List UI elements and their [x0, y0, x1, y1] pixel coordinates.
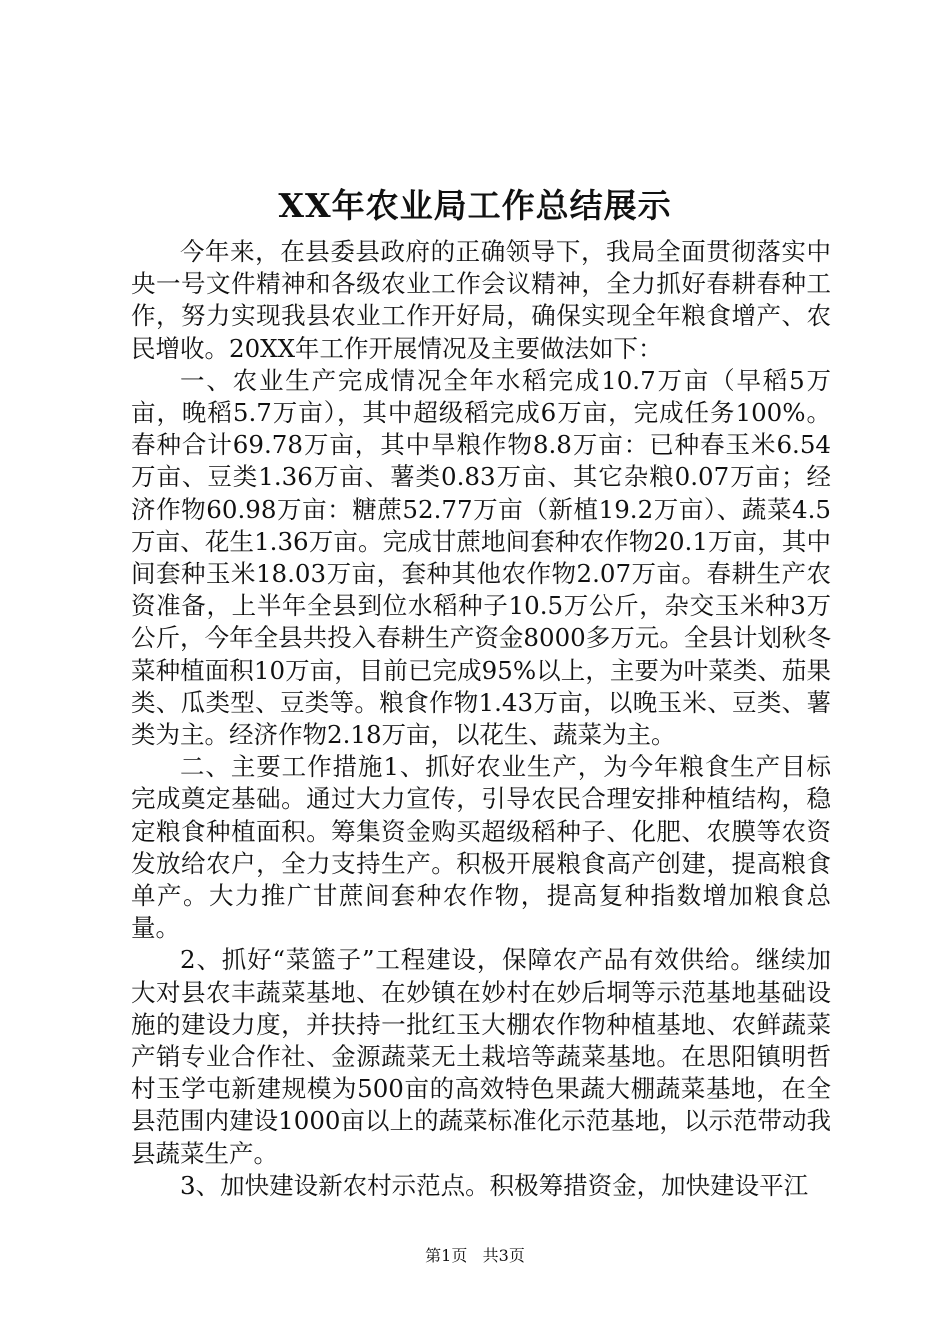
- paragraph-section-1: 一、农业生产完成情况全年水稻完成10.7万亩（早稻5万亩，晚稻5.7万亩），其中超级稻完成6万亩，完成任务100%。春种合计69.78万亩，其中旱粮作物8.8万亩：已种春玉米6.54万亩、豆类1.36万亩、薯类0.83万亩、其它杂粮0.07万亩；经济作物60.98万亩：糖蔗52.77万亩（新植19.2万亩）、蔬菜4.5万亩、花生1.36万亩。完成甘蔗地间套种农作物20.1万亩，其中间套种玉米18.03万亩，套种其他农作物2.07万亩。春耕生产农资准备，上半年全县到位水稻种子10.5万公斤，杂交玉米种3万公斤，今年全县共投入春耕生产资金8000多万元。全县计划秋冬菜种植面积10万亩，目前已完成95%以上，主要为叶菜类、茄果类、瓜类型、豆类等。粮食作物1.43万亩，以晚玉米、豆类、薯类为主。经济作物2.18万亩，以花生、蔬菜为主。: [131, 365, 831, 750]
- page-total: 共3页: [482, 1246, 525, 1265]
- page-footer: [0, 1244, 950, 1268]
- paragraph-intro: 今年来，在县委县政府的正确领导下，我局全面贯彻落实中央一号文件精神和各级农业工作会议精神，全力抓好春耕春种工作，努力实现我县农业工作开好局，确保实现全年粮食增产、农民增收。20XX年工作开展情况及主要做法如下：: [131, 237, 831, 363]
- document-body: [131, 236, 831, 1202]
- paragraph-section-2: 二、主要工作措施1、抓好农业生产，为今年粮食生产目标完成奠定基础。通过大力宣传，引导农民合理安排种植结构，稳定粮食种植面积。筹集资金购买超级稻种子、化肥、农膜等农资发放给农户，全力支持生产。积极开展粮食高产创建，提高粮食单产。大力推广甘蔗间套种农作物，提高复种指数增加粮食总量。: [131, 752, 831, 943]
- page-separator: [472, 1246, 477, 1265]
- paragraph-item-3: 3、加快建设新农村示范点。积极筹措资金，加快建设平江: [180, 1170, 809, 1200]
- paragraph-item-2: 2、抓好“菜篮子”工程建设，保障农产品有效供给。继续加大对县农丰蔬菜基地、在妙镇在妙村在妙后垌等示范基地基础设施的建设力度，并扶持一批红玉大棚农作物种植基地、农鲜蔬菜产销专业合作社、金源蔬菜无土栽培等蔬菜基地。在思阳镇明哲村玉学屯新建规模为500亩的高效特色果蔬大棚蔬菜基地，在全县范围内建设1000亩以上的蔬菜标准化示范基地，以示范带动我县蔬菜生产。: [131, 945, 831, 1168]
- page-number: 第1页: [425, 1246, 468, 1265]
- document-title: XX年农业局工作总结展示: [278, 186, 672, 225]
